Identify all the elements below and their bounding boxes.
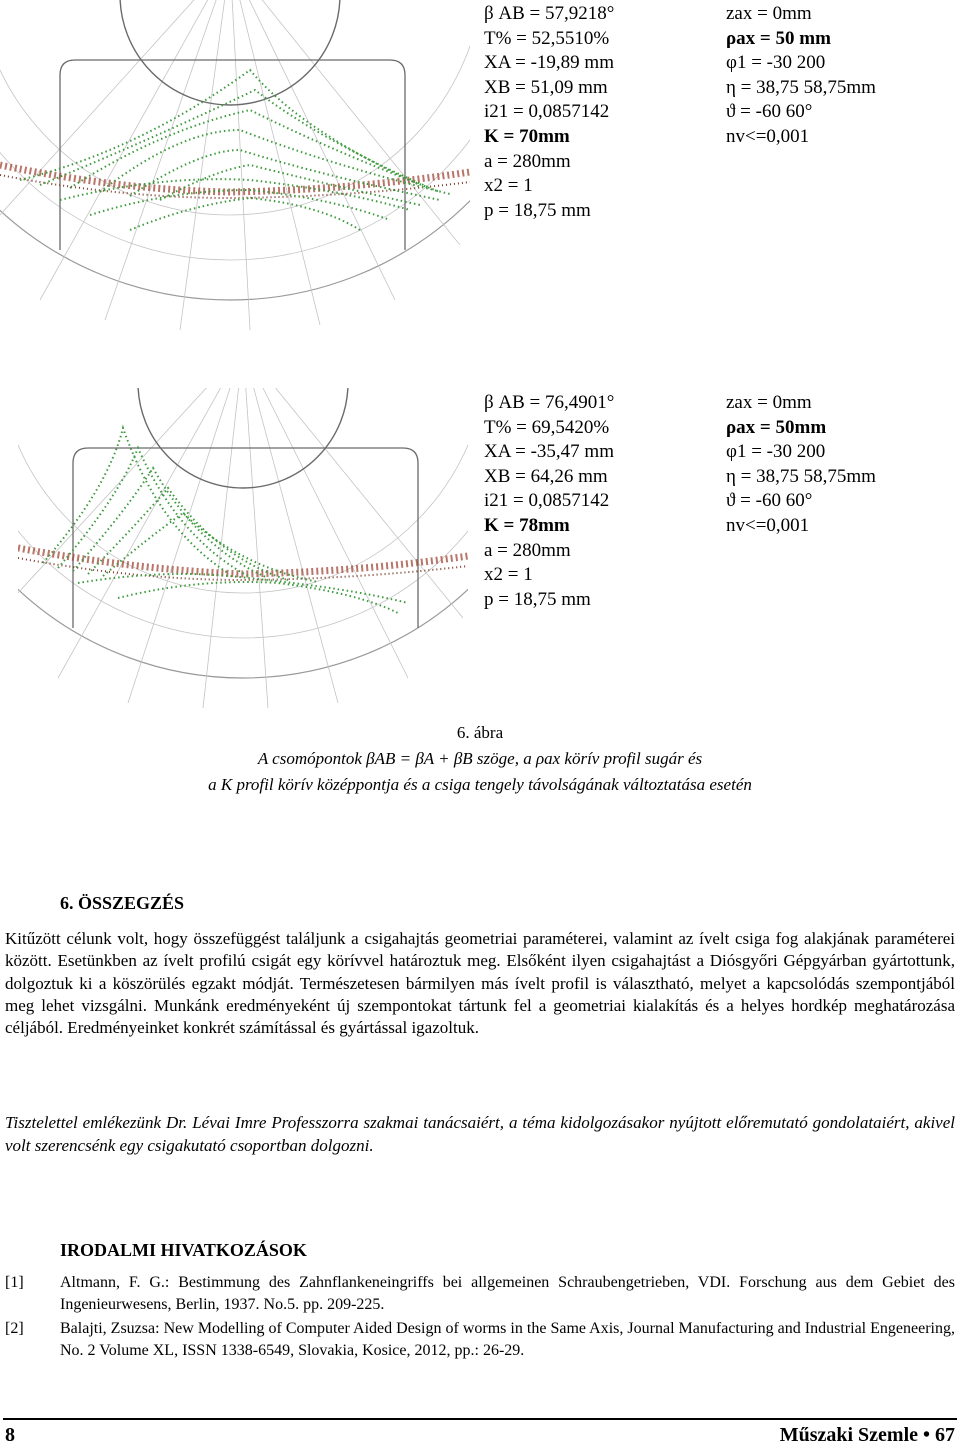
reference-tag: [2]: [5, 1320, 24, 1337]
figure-2-params-right: [726, 391, 876, 539]
param-phi1: φ1 = -30 200: [726, 52, 826, 74]
gear-outline-outer: [18, 388, 468, 678]
param-x2: x2 = 1: [484, 564, 533, 586]
param-xa: XA = -35,47 mm: [484, 441, 614, 463]
references-heading: IRODALMI HIVATKOZÁSOK: [60, 1240, 307, 1260]
param-phi1: φ1 = -30 200: [726, 441, 826, 463]
param-theta: ϑ = -60 60°: [726, 101, 813, 123]
param-nv: nv<=0,001: [726, 125, 810, 147]
figure-1-drawing: [0, 0, 470, 335]
figure-2-drawing: [18, 388, 468, 708]
param-zax: zax = 0mm: [726, 392, 812, 413]
param-p: p = 18,75 mm: [484, 588, 591, 610]
param-nv: nv<=0,001: [726, 514, 810, 536]
caption-line-1: A csomópontok βAB = βA + βB szöge, a ρax körív profil sugár és: [257, 749, 703, 768]
param-x2: x2 = 1: [484, 175, 533, 197]
param-k: K = 78mm: [484, 514, 570, 536]
param-rho-ax: ρax = 50mm: [726, 416, 827, 438]
param-beta-ab: β AB = 57,9218°: [484, 3, 615, 24]
param-t-percent: T% = 69,5420%: [484, 416, 610, 438]
param-eta: η = 38,75 58,75mm: [726, 465, 876, 487]
figure-caption: [0, 720, 960, 798]
param-theta: ϑ = -60 60°: [726, 490, 813, 512]
param-i21: i21 = 0,0857142: [484, 101, 610, 123]
param-zax: zax = 0mm: [726, 3, 812, 24]
reference-item: [5, 1272, 955, 1315]
footer-divider: [3, 1418, 957, 1420]
acknowledgement: Tisztelettel emlékezünk Dr. Lévai Imre Professzorra szakmai tanácsaiért, a téma kidolgozásakor nyújtott előremutató gondolataiért, akivel volt szerencsénk egy csigakutató csoportban dolgozni.: [5, 1113, 955, 1155]
section-heading: 6. ÖSSZEGZÉS: [60, 893, 185, 913]
param-xa: XA = -19,89 mm: [484, 52, 614, 74]
summary-paragraph: Kitűzött célunk volt, hogy összefüggést találjunk a csigahajtás geometriai paraméterei, valamint az ívelt csiga fog alakjának paraméterei között. Esetünkben az ívelt profilú csigát egy körívvel határoztuk meg. Elsőként ilyen csigahajtást a Diósgyőri Gépgyárban gyártottunk, dolgoztuk ki a köszörülés egzakt módját. Természetesen bármilyen más ívelt profil is választható, melyet a kapcsolódás szempontjából meg lehet vizsgálni. Munkánk eredményeként új szempontokat tártunk fel a geometriai kialakítás és a helyes hordkép meghatározása céljából. Eredményeinket konkrét számítással és gyártással igazoltuk.: [5, 929, 955, 1038]
param-rho-ax: ρax = 50 mm: [726, 27, 831, 49]
journal-issue: Műszaki Szemle • 67: [779, 1424, 955, 1446]
param-a: a = 280mm: [484, 150, 571, 172]
param-t-percent: T% = 52,5510%: [484, 27, 610, 49]
reference-text: Balajti, Zsuzsa: New Modelling of Computer Aided Design of worms in the Same Axis, Journal Manufacturing and Industrial Engeneering, No. 2 Volume XL, ISSN 1338-6549, Slovakia, Kosice, 2012, pp.: 26-29.: [60, 1320, 955, 1359]
radial-grid: [0, 0, 460, 330]
param-xb: XB = 51,09 mm: [484, 76, 608, 98]
param-k: K = 70mm: [484, 125, 570, 147]
param-p: p = 18,75 mm: [484, 199, 591, 221]
param-xb: XB = 64,26 mm: [484, 465, 608, 487]
worm-circle: [120, 0, 340, 105]
param-beta-ab: β AB = 76,4901°: [484, 392, 615, 413]
caption-line-2: a K profil körív középpontja és a csiga tengely távolságának változtatása esetén: [208, 775, 752, 794]
reference-tag: [1]: [5, 1274, 24, 1291]
figure-number: 6. ábra: [456, 723, 504, 742]
contact-band: [18, 548, 468, 574]
param-a: a = 280mm: [484, 539, 571, 561]
figure-1-params-right: [726, 2, 876, 150]
figure-2-params-left: [484, 391, 614, 612]
reference-item: [5, 1318, 955, 1361]
param-eta: η = 38,75 58,75mm: [726, 76, 876, 98]
page-number: 8: [5, 1424, 15, 1446]
figure-1-params-left: [484, 2, 614, 223]
param-i21: i21 = 0,0857142: [484, 490, 610, 512]
reference-text: Altmann, F. G.: Bestimmung des Zahnflankeneingriffs bei allgemeinen Schraubengetrieben, VDI. Forschung aus dem Gebiet des Ingenieurwesens, Berlin, 1937. No.5. pp. 209-225.: [60, 1274, 955, 1313]
